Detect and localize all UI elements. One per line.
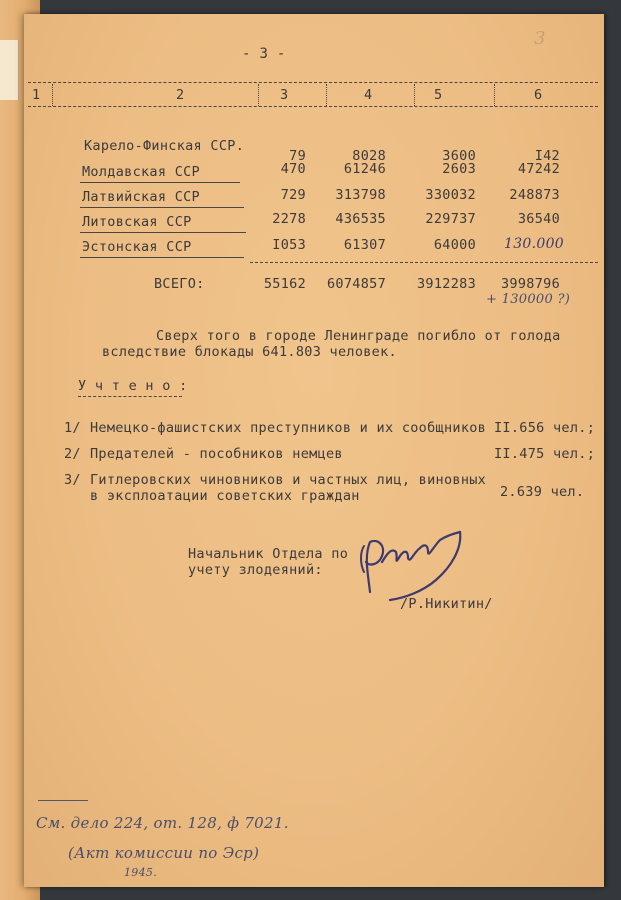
table-cell: 436535 (335, 211, 386, 227)
heading-underline (78, 396, 182, 397)
table-top-rule (28, 82, 598, 83)
table-cell: 3600 (442, 148, 476, 164)
total-cell: 6074857 (327, 276, 386, 292)
table-cell: 2603 (442, 161, 476, 177)
binding-strip (0, 40, 19, 100)
name-underline (80, 257, 244, 258)
column-separator (258, 84, 259, 106)
republic-name: Литовская ССР (82, 214, 192, 230)
total-cell: 3912283 (417, 276, 476, 292)
table-cell: 313798 (335, 187, 386, 203)
item-value: II.475 чел.; (494, 446, 596, 462)
item-text: в эксплоатации советских граждан (90, 488, 360, 504)
handwritten-total-note: + 130000 ?) (486, 292, 571, 307)
item-number: 3/ (64, 472, 81, 488)
total-rule (250, 262, 598, 263)
item-number: 2/ (64, 446, 81, 462)
signatory-title: Начальник Отдела по (188, 546, 349, 562)
column-separator (326, 84, 327, 106)
item-text: Гитлеровских чиновников и частных лиц, виновных (90, 472, 487, 488)
name-underline (80, 232, 246, 233)
table-cell: 36540 (517, 211, 560, 227)
total-label: ВСЕГО: (154, 276, 205, 292)
column-header: 1 (32, 87, 41, 103)
item-text: Предателей - пособников немцев (90, 446, 343, 462)
item-number: 1/ (64, 420, 81, 436)
table-cell: 2278 (272, 211, 306, 227)
signatory-title: учету злодеяний: (188, 562, 323, 578)
total-cell: 3998796 (501, 276, 560, 292)
item-text: Немецко-фашистских преступников и их сообщников (90, 420, 487, 436)
table-cell: 729 (280, 187, 306, 203)
column-header: 6 (534, 87, 543, 103)
item-value: II.656 чел.; (494, 420, 596, 436)
name-underline (80, 207, 244, 208)
republic-name: Эстонская ССР (82, 239, 192, 255)
margin-note-line: (Акт комиссии по Эср) (68, 844, 260, 862)
table-cell: 8028 (352, 148, 386, 164)
column-header: 3 (280, 87, 289, 103)
republic-name: Латвийская ССР (82, 189, 200, 205)
total-cell: 55162 (263, 276, 306, 292)
table-cell: 61246 (343, 161, 386, 177)
paragraph-line: Сверх того в городе Ленинграде погибло от голода (156, 328, 561, 344)
table-cell: I42 (534, 148, 560, 164)
table-cell: 64000 (433, 237, 476, 253)
handwritten-cell: 130.000 (504, 236, 564, 252)
paragraph-line: вследствие блокады 641.803 человек. (102, 344, 397, 360)
table-header-rule (28, 106, 598, 107)
signatory-name: /Р.Никитин/ (400, 596, 493, 612)
column-header: 5 (434, 87, 443, 103)
column-separator (414, 84, 415, 106)
table-cell: 330032 (425, 187, 476, 203)
column-separator (52, 84, 53, 106)
margin-note-line: См. дело 224, от. 128, ф 7021. (36, 814, 289, 832)
table-cell: 79 (289, 148, 306, 164)
table-cell: 47242 (517, 161, 560, 177)
note-rule (38, 800, 88, 801)
column-separator (494, 84, 495, 106)
republic-name: Карело-Финская ССР. (84, 138, 245, 154)
section-heading: У ч т е н о : (78, 378, 188, 394)
republic-name: Молдавская ССР (82, 164, 200, 180)
column-header: 4 (364, 87, 373, 103)
margin-note-year: 1945. (124, 866, 157, 879)
corner-archive-mark: 3 (534, 28, 546, 49)
table-cell: 61307 (343, 237, 386, 253)
name-underline (80, 182, 240, 183)
document-page (24, 14, 604, 887)
table-cell: 470 (280, 161, 306, 177)
table-cell: 229737 (425, 211, 476, 227)
table-cell: 248873 (509, 187, 560, 203)
item-value: 2.639 чел. (500, 484, 585, 500)
table-cell: I053 (272, 237, 306, 253)
column-header: 2 (176, 87, 185, 103)
handwritten-signature (356, 522, 468, 604)
page-number: - 3 - (242, 46, 286, 62)
